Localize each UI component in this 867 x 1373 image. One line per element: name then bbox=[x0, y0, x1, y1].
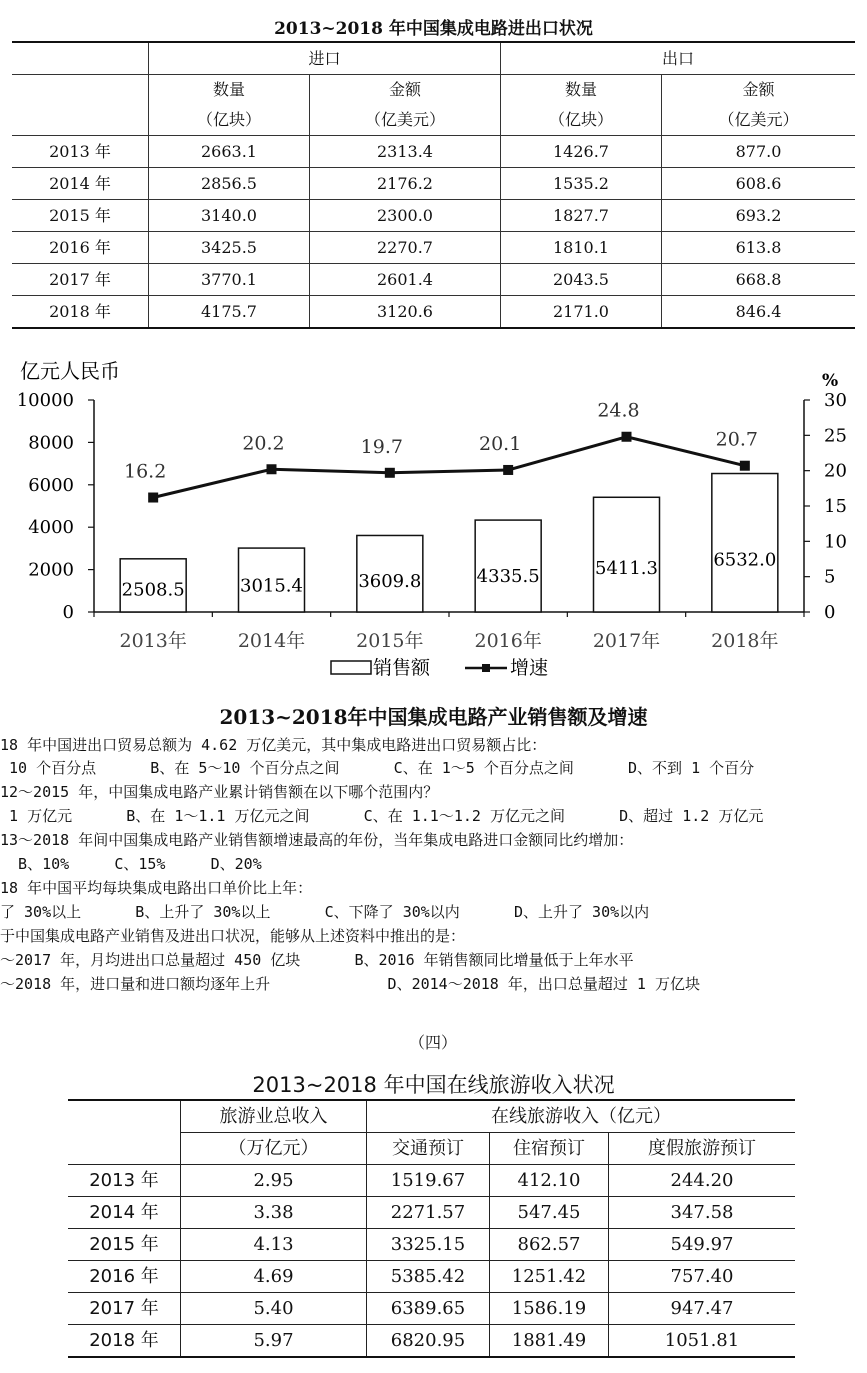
x-tick-label: 2017年 bbox=[592, 630, 661, 652]
table-row bbox=[12, 168, 855, 200]
data-cell: 608.6 bbox=[662, 168, 856, 200]
line-label: 24.8 bbox=[597, 399, 640, 422]
question-line: 于中国集成电路产业销售及进出口状况，能够从上述资料中推出的是： bbox=[0, 927, 466, 945]
line-label: 16.2 bbox=[124, 460, 167, 483]
data-cell: 5.40 bbox=[181, 1293, 367, 1325]
corner-cell-2 bbox=[12, 75, 149, 136]
y2-tick-label: 5 bbox=[824, 566, 836, 588]
data-cell: 3325.15 bbox=[367, 1229, 490, 1261]
line-marker bbox=[385, 468, 395, 478]
year-cell: 2016 年 bbox=[68, 1261, 181, 1293]
question-line: 10 个百分点 B、在 5～10 个百分点之间 C、在 1～5 个百分点之间 D、不到 1 个百分 bbox=[0, 759, 755, 777]
data-cell: 1586.19 bbox=[490, 1293, 609, 1325]
data-cell: 1426.7 bbox=[501, 136, 662, 168]
line-marker bbox=[148, 493, 158, 503]
chart-legend bbox=[331, 657, 548, 679]
y-tick-label: 0 bbox=[62, 602, 74, 623]
data-cell: 2043.5 bbox=[501, 264, 662, 296]
table-row bbox=[68, 1197, 795, 1229]
data-cell: 2601.4 bbox=[310, 264, 501, 296]
data-cell: 2271.57 bbox=[367, 1197, 490, 1229]
table-row bbox=[68, 1165, 795, 1197]
question-line: 13～2018 年间中国集成电路产业销售额增速最高的年份，当年集成电路进口金额同比约增加： bbox=[0, 831, 634, 849]
table-row bbox=[12, 264, 855, 296]
data-cell: 1827.7 bbox=[501, 200, 662, 232]
x-tick-label: 2018年 bbox=[711, 630, 779, 652]
legend-line-label: 增速 bbox=[510, 657, 549, 679]
question-line: 12～2015 年，中国集成电路产业累计销售额在以下哪个范围内？ bbox=[0, 783, 439, 801]
y2-tick-label: 20 bbox=[824, 460, 847, 482]
year-cell: 2018 年 bbox=[12, 296, 149, 329]
y2-tick-label: 15 bbox=[824, 496, 847, 517]
y-axis-title: 亿元人民币 bbox=[20, 359, 120, 383]
data-cell: 1051.81 bbox=[609, 1325, 796, 1358]
year-cell: 2015 年 bbox=[68, 1229, 181, 1261]
bar-label: 3015.4 bbox=[240, 575, 303, 597]
table-row bbox=[68, 1293, 795, 1325]
legend-line-marker bbox=[482, 664, 490, 672]
data-cell: 6820.95 bbox=[367, 1325, 490, 1358]
legend-bar-swatch bbox=[331, 661, 371, 674]
year-cell: 2016 年 bbox=[12, 232, 149, 264]
table-row bbox=[12, 200, 855, 232]
data-cell: 1881.49 bbox=[490, 1325, 609, 1358]
data-cell: 3120.6 bbox=[310, 296, 501, 329]
x-tick-label: 2013年 bbox=[119, 630, 187, 652]
x-tick-label: 2014年 bbox=[237, 630, 306, 652]
year-cell: 2013 年 bbox=[12, 136, 149, 168]
data-cell: 1251.42 bbox=[490, 1261, 609, 1293]
data-cell: 2270.7 bbox=[310, 232, 501, 264]
line-label: 20.7 bbox=[715, 428, 758, 451]
corner-cell bbox=[68, 1100, 181, 1165]
data-cell: 347.58 bbox=[609, 1197, 796, 1229]
data-cell: 2663.1 bbox=[149, 136, 310, 168]
table2-title: 2013~2018 年中国在线旅游收入状况 bbox=[252, 1073, 615, 1097]
y2-axis-title: % bbox=[822, 371, 839, 391]
year-cell: 2018 年 bbox=[68, 1325, 181, 1358]
bar-label: 5411.3 bbox=[595, 557, 658, 579]
x-tick-label: 2015年 bbox=[356, 630, 424, 652]
y2-tick-label: 25 bbox=[824, 425, 847, 447]
line-marker bbox=[267, 464, 277, 474]
online-travel-table bbox=[68, 1099, 795, 1358]
question-line: B、10% C、15% D、20% bbox=[0, 855, 262, 873]
year-cell: 2013 年 bbox=[68, 1165, 181, 1197]
line-marker bbox=[622, 432, 632, 442]
data-cell: 757.40 bbox=[609, 1261, 796, 1293]
data-cell: 1810.1 bbox=[501, 232, 662, 264]
col-header: 交通预订 bbox=[367, 1133, 490, 1165]
chart-title: 2013~2018年中国集成电路产业销售额及增速 bbox=[219, 705, 648, 729]
data-cell: 4175.7 bbox=[149, 296, 310, 329]
data-cell: 549.97 bbox=[609, 1229, 796, 1261]
corner-cell bbox=[12, 42, 149, 75]
bar-label: 2508.5 bbox=[121, 579, 185, 601]
data-cell: 5.97 bbox=[181, 1325, 367, 1358]
data-cell: 2313.4 bbox=[310, 136, 501, 168]
year-cell: 2014 年 bbox=[68, 1197, 181, 1229]
col-header: 度假旅游预订 bbox=[609, 1133, 796, 1165]
table-row bbox=[12, 232, 855, 264]
col-header: 数量 （亿块） bbox=[501, 75, 662, 136]
y2-tick-label: 10 bbox=[824, 531, 847, 553]
bar-label: 6532.0 bbox=[713, 549, 777, 571]
table-row bbox=[68, 1325, 795, 1358]
table-row bbox=[68, 1229, 795, 1261]
bar bbox=[594, 497, 660, 612]
question-line: 18 年中国进出口贸易总额为 4.62 万亿美元，其中集成电路进出口贸易额占比： bbox=[0, 736, 547, 754]
table1-title: 2013~2018 年中国集成电路进出口状况 bbox=[274, 19, 593, 39]
line-label: 19.7 bbox=[360, 435, 403, 458]
data-cell: 613.8 bbox=[662, 232, 856, 264]
bar bbox=[712, 474, 778, 612]
line-marker bbox=[503, 465, 513, 475]
data-cell: 2176.2 bbox=[310, 168, 501, 200]
line-label: 20.1 bbox=[479, 432, 522, 455]
question-line: ～2018 年，进口量和进口额均逐年上升 D、2014～2018 年，出口总量超过 1 万亿块 bbox=[0, 975, 700, 993]
col-header: 金额 （亿美元） bbox=[310, 75, 501, 136]
export-header: 出口 bbox=[501, 42, 856, 75]
data-cell: 5385.42 bbox=[367, 1261, 490, 1293]
col-header: 数量 （亿块） bbox=[149, 75, 310, 136]
data-cell: 3425.5 bbox=[149, 232, 310, 264]
data-cell: 3.38 bbox=[181, 1197, 367, 1229]
data-cell: 877.0 bbox=[662, 136, 856, 168]
total-revenue-header: 旅游业总收入 bbox=[181, 1100, 367, 1133]
y-tick-label: 2000 bbox=[28, 559, 74, 581]
legend-bar-label: 销售额 bbox=[373, 657, 431, 679]
sales-growth-chart bbox=[0, 352, 867, 692]
data-cell: 6389.65 bbox=[367, 1293, 490, 1325]
year-cell: 2014 年 bbox=[12, 168, 149, 200]
bar-series bbox=[120, 474, 778, 612]
line-series bbox=[124, 400, 758, 503]
data-cell: 668.8 bbox=[662, 264, 856, 296]
y2-tick-label: 30 bbox=[824, 390, 847, 411]
import-header: 进口 bbox=[149, 42, 501, 75]
question-line: 了 30%以上 B、上升了 30%以上 C、下降了 30%以内 D、上升了 30%以内 bbox=[0, 903, 650, 921]
question-line: ～2017 年，月均进出口总量超过 450 亿块 B、2016 年销售额同比增量低于上年水平 bbox=[0, 951, 634, 969]
col-header: 金额 （亿美元） bbox=[662, 75, 856, 136]
data-cell: 2171.0 bbox=[501, 296, 662, 329]
data-cell: 2300.0 bbox=[310, 200, 501, 232]
x-tick-label: 2016年 bbox=[474, 630, 542, 652]
data-cell: 2856.5 bbox=[149, 168, 310, 200]
ic-trade-table bbox=[12, 41, 855, 329]
table-row bbox=[68, 1261, 795, 1293]
data-cell: 4.69 bbox=[181, 1261, 367, 1293]
y2-tick-label: 0 bbox=[824, 602, 836, 623]
line-marker bbox=[740, 461, 750, 471]
data-cell: 1519.67 bbox=[367, 1165, 490, 1197]
y-tick-label: 6000 bbox=[28, 474, 74, 496]
data-cell: 3140.0 bbox=[149, 200, 310, 232]
table-row bbox=[12, 136, 855, 168]
table-row bbox=[12, 296, 855, 329]
data-cell: 3770.1 bbox=[149, 264, 310, 296]
data-cell: 1535.2 bbox=[501, 168, 662, 200]
bar-label: 4335.5 bbox=[476, 565, 540, 587]
question-line: 1 万亿元 B、在 1～1.1 万亿元之间 C、在 1.1～1.2 万亿元之间 D、超过 1.2 万亿元 bbox=[0, 807, 764, 825]
data-cell: 846.4 bbox=[662, 296, 856, 329]
line-label: 20.2 bbox=[242, 432, 285, 455]
y-tick-label: 10000 bbox=[16, 390, 74, 411]
data-cell: 693.2 bbox=[662, 200, 856, 232]
data-cell: 244.20 bbox=[609, 1165, 796, 1197]
data-cell: 947.47 bbox=[609, 1293, 796, 1325]
year-cell: 2017 年 bbox=[12, 264, 149, 296]
year-cell: 2017 年 bbox=[68, 1293, 181, 1325]
data-cell: 862.57 bbox=[490, 1229, 609, 1261]
question-line: 18 年中国平均每块集成电路出口单价比上年： bbox=[0, 879, 313, 897]
data-cell: 547.45 bbox=[490, 1197, 609, 1229]
y-tick-label: 4000 bbox=[28, 517, 74, 539]
data-cell: 2.95 bbox=[181, 1165, 367, 1197]
section-label: （四） bbox=[409, 1033, 458, 1052]
bar-label: 3609.8 bbox=[358, 571, 422, 593]
data-cell: 412.10 bbox=[490, 1165, 609, 1197]
year-cell: 2015 年 bbox=[12, 200, 149, 232]
data-cell: 4.13 bbox=[181, 1229, 367, 1261]
y-tick-label: 8000 bbox=[28, 432, 74, 454]
online-revenue-header: 在线旅游收入（亿元） bbox=[367, 1100, 796, 1133]
col-header: 住宿预订 bbox=[490, 1133, 609, 1165]
total-revenue-unit: （万亿元） bbox=[181, 1133, 367, 1165]
